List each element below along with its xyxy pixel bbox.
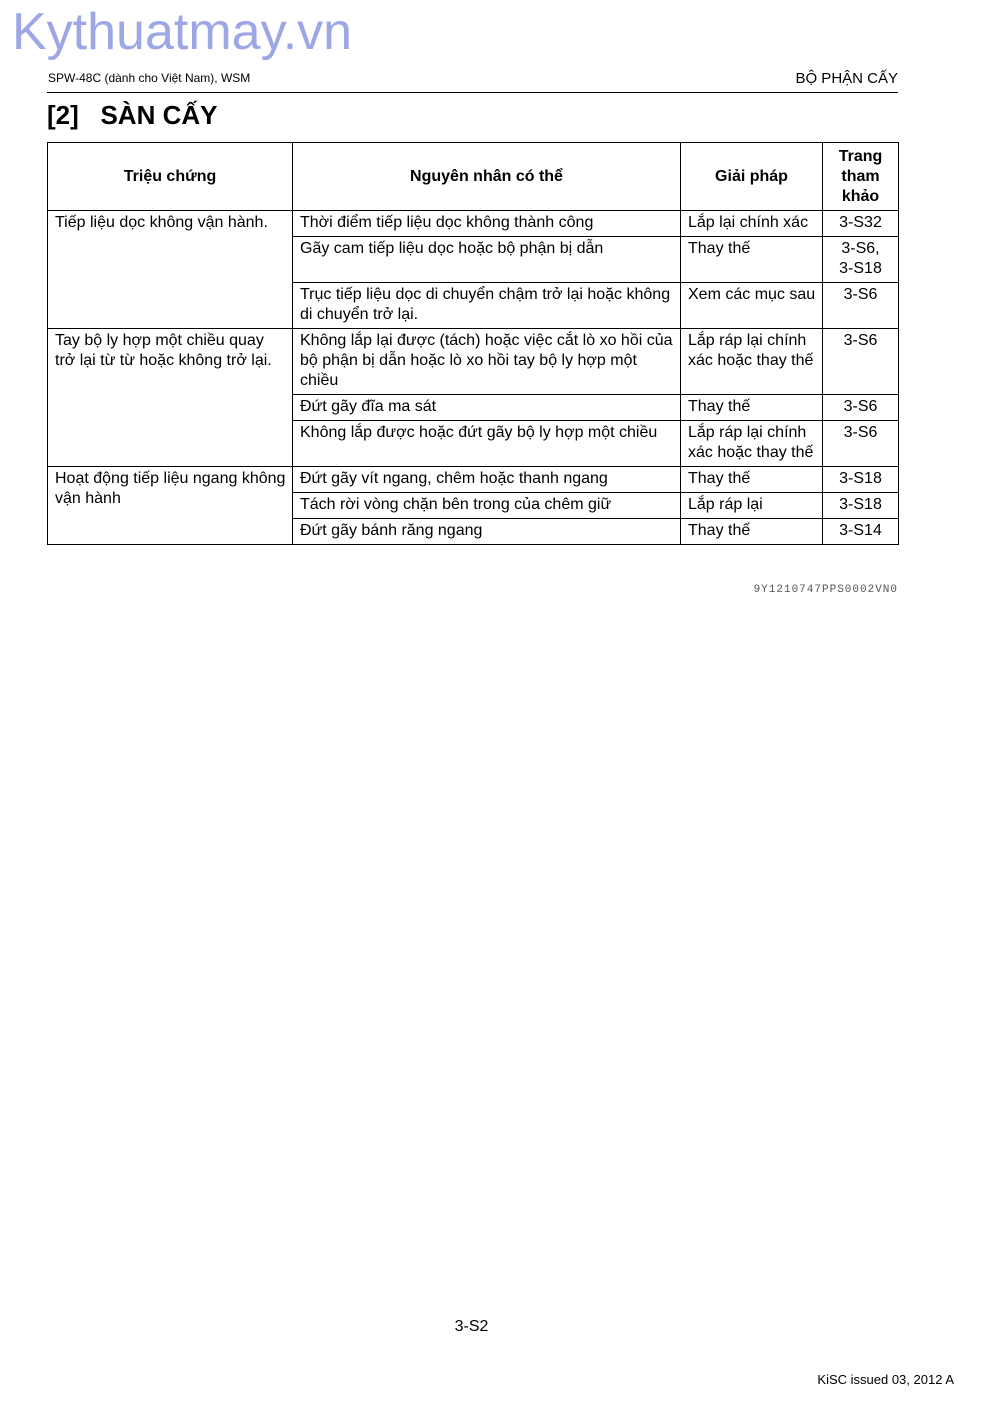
reference-cell: 3-S18 [823, 493, 899, 519]
cause-cell: Thời điểm tiếp liệu dọc không thành công [293, 211, 681, 237]
cause-cell: Đứt gãy đĩa ma sát [293, 395, 681, 421]
col-header-reference [823, 143, 899, 211]
section-number: [2] [47, 100, 79, 130]
col-header-reference-text: Trang tham khảo [838, 147, 883, 205]
header-model: SPW-48C (dành cho Việt Nam), WSM [48, 71, 251, 85]
symptom-cell: Hoạt động tiếp liệu ngang không vận hành [48, 467, 293, 545]
header-chapter: BỘ PHẬN CẤY [795, 70, 898, 87]
solution-cell: Lắp ráp lại chính xác hoặc thay thế [681, 329, 823, 395]
solution-cell: Lắp ráp lại [681, 493, 823, 519]
table-row [48, 329, 899, 395]
symptom-cell: Tay bộ ly hợp một chiều quay trở lại từ từ hoặc không trở lại. [48, 329, 293, 467]
solution-cell: Lắp lại chính xác [681, 211, 823, 237]
cause-cell: Trục tiếp liệu dọc di chuyển chậm trở lại hoặc không di chuyển trở lại. [293, 283, 681, 329]
reference-cell: 3-S18 [823, 467, 899, 493]
section-title [47, 100, 217, 131]
col-header-cause: Nguyên nhân có thể [293, 143, 681, 211]
solution-cell: Thay thế [681, 395, 823, 421]
col-header-symptom: Triệu chứng [48, 143, 293, 211]
solution-cell: Thay thế [681, 467, 823, 493]
col-header-solution: Giải pháp [681, 143, 823, 211]
solution-cell: Thay thế [681, 237, 823, 283]
cause-cell: Tách rời vòng chặn bên trong của chêm giữ [293, 493, 681, 519]
cause-cell: Không lắp được hoặc đứt gãy bộ ly hợp một chiều [293, 421, 681, 467]
reference-cell: 3-S14 [823, 519, 899, 545]
section-heading: SÀN CẤY [100, 100, 218, 130]
solution-cell: Xem các mục sau [681, 283, 823, 329]
header-divider [47, 92, 898, 93]
cause-cell: Đứt gãy bánh răng ngang [293, 519, 681, 545]
watermark-logo: Kythuatmay.vn [12, 3, 353, 61]
reference-cell: 3-S32 [823, 211, 899, 237]
reference-text: 3-S6, 3-S18 [839, 240, 882, 277]
table-row [48, 467, 899, 493]
cause-cell: Gãy cam tiếp liệu dọc hoặc bộ phận bị dẫn [293, 237, 681, 283]
reference-cell [823, 237, 899, 283]
cause-cell: Đứt gãy vít ngang, chêm hoặc thanh ngang [293, 467, 681, 493]
reference-cell: 3-S6 [823, 283, 899, 329]
table-row [48, 211, 899, 237]
reference-cell: 3-S6 [823, 329, 899, 395]
page-number: 3-S2 [454, 1318, 489, 1335]
table-header-row [48, 143, 899, 211]
issue-note: KiSC issued 03, 2012 A [817, 1372, 954, 1387]
troubleshooting-table [47, 142, 899, 545]
reference-cell: 3-S6 [823, 395, 899, 421]
solution-cell: Lắp ráp lại chính xác hoặc thay thế [681, 421, 823, 467]
cause-cell: Không lắp lại được (tách) hoặc việc cắt lò xo hồi của bộ phận bị dẫn hoặc lò xo hồi tay bộ ly hợp một chiều [293, 329, 681, 395]
reference-cell: 3-S6 [823, 421, 899, 467]
document-code: 9Y1210747PPS0002VN0 [753, 584, 898, 596]
symptom-cell: Tiếp liệu dọc không vận hành. [48, 211, 293, 329]
solution-cell: Thay thế [681, 519, 823, 545]
